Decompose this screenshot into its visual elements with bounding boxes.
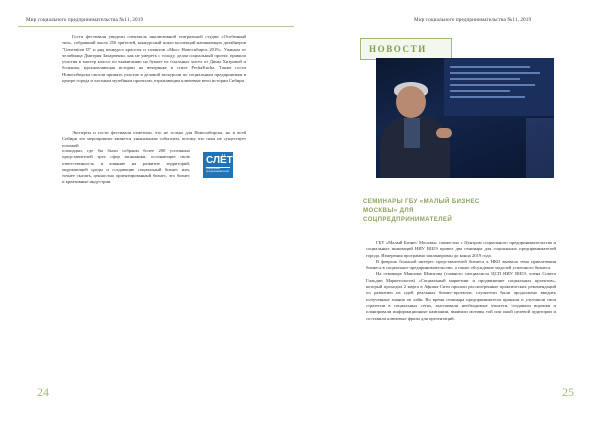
- article-body: [366, 240, 556, 322]
- festival-paragraph-text: Гости фестиваля увидели спектакль инклюзивной театральной студии «Особенный тип», собравший около 250 зрителей, конкурсный показ коллекций начинающих дизайнеров "Generation D" и ряд конкурса красоты и талантов «Мисс Новосибирск 2019». Ужином от челябинца Дмитрия Захарченко, как не умереть с голоду, делая социальный проект, правило участия в мастер классе по выжиганию на бумаге из ссыльных чисел от Дины Хитровой и большая, вдохновляющая истории на вечеринке в стиле PechaKucha. Также гости Новосибирска смогли принять участие в деловой экскурсии по социальным предприятиям в центре города и частным музейным проектам, отражающим ключевые вехи истории Сибири.: [62, 34, 246, 84]
- article-title-line: СЕМИНАРЫ ГБУ «МАЛЫЙ БИЗНЕС: [363, 198, 480, 205]
- article-title-line: МОСКВЫ» ДЛЯ: [363, 207, 414, 214]
- speaker-photo: [376, 58, 554, 178]
- running-head-left: Мир социального предпринимательства №11, 2019: [26, 17, 144, 23]
- slet-logo: [203, 152, 233, 178]
- festival-paragraph: [62, 34, 246, 84]
- running-head-right: Мир социального предпринимательства №11, 2019: [414, 17, 532, 23]
- article-paragraph-1: ГБУ «Малый Бизнес Москвы» совместно с Центром социального предпринимательства и социальных инноваций НИУ ВШЭ провел два семинара для социальных предпринимателей города. Измерения программа запланирован до конца 2019 года.: [366, 240, 556, 258]
- article-paragraph-3: На семинаре Максима Шмитова (главного специалиста ЦСП НИУ ВШЭ, члена Совета Гильдии Маркетологов) «Социальный маркетинг и продвижение социальных проектов», который проходил 2 марта в Афиша-Сити прошли рассмотренные практических рекомендаций по развитию их идей реальных бизнес-проектов, слушатели были продолжено вводить полученные знания on лайн. Во время семинара предприниматели приняли и улучшили свои стратегии в социальных сетях, выстаивали необходимые хэштеги, создавали воронки и планировали информационные кампании, выявили мотивы той или иной целевой аудитории и составили ключевые фразы для презентаций.: [366, 271, 556, 321]
- logo-subtitle: социальных предпринимателей: [206, 167, 230, 176]
- experts-paragraph: [62, 130, 246, 149]
- news-section-label: НОВОСТИ: [369, 44, 427, 54]
- logo-word: СЛЁТ: [206, 155, 233, 166]
- platform-paragraph-text: площадки, где бы были собраны более 200 успешных представителей трех сфер экономики, осознающие свою ответственность и влияние на развитие территорий, окружающей среды и создающие социальный бизнес или, точнее сказать, ценностно ориентированный бизнес, это бизнес и креативные индустрии.: [62, 148, 190, 185]
- presentation-screen: [444, 58, 554, 116]
- page-number-left: 24: [37, 385, 49, 399]
- light-glow: [526, 118, 554, 178]
- experts-paragraph-text: Эксперты и гости фестиваля отметили, что не только для Новосибирска, но и всей Сибири это мероприятие является уникальным событием, потому что пока не существует похожей: [62, 130, 246, 148]
- screen-text-line: [450, 96, 525, 98]
- right-page: [300, 0, 600, 424]
- article-title-line: СОЦПРЕДПРИНИМАТЕЛЕЙ: [363, 216, 453, 223]
- header-rule: [18, 26, 294, 27]
- screen-text-line: [450, 84, 535, 86]
- speaker-face: [396, 86, 426, 118]
- page-number-right: 25: [562, 385, 574, 399]
- platform-paragraph: [62, 148, 190, 186]
- screen-text-line: [450, 66, 530, 68]
- speaker-hand: [436, 128, 452, 138]
- speaker-scarf: [404, 118, 420, 148]
- screen-text-line: [450, 72, 540, 74]
- article-title: [363, 197, 533, 224]
- article-paragraph-2: В февраль большой интерес представителей бизнеса к НКО вызвала тема привлечения бизнеса в социальное предпринимательство, а также обсуждение моделей успешного бизнеса.: [366, 258, 556, 271]
- screen-text-line: [450, 78, 520, 80]
- news-section-box: [360, 38, 452, 60]
- screen-text-line: [450, 90, 510, 92]
